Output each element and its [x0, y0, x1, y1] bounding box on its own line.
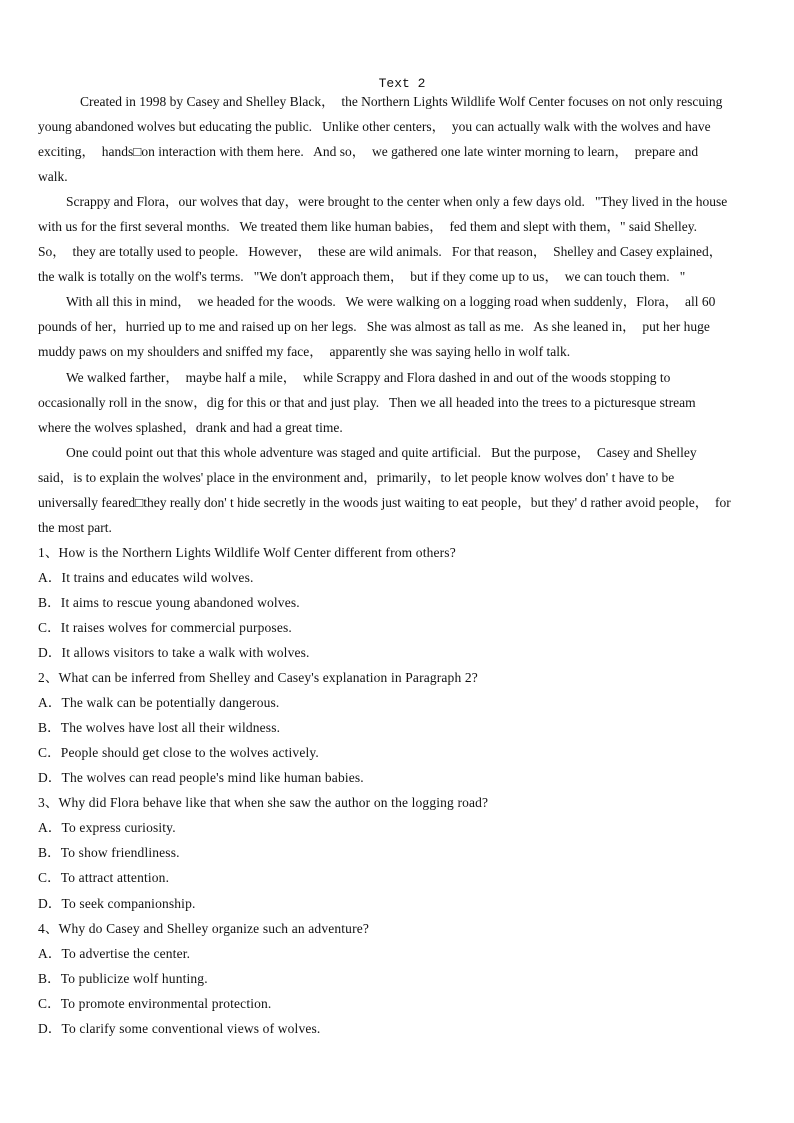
- answer-option: D．To seek companionship.: [38, 895, 196, 911]
- document-title: Text 2: [378, 76, 426, 91]
- answer-option: B．To publicize wolf hunting.: [38, 970, 208, 986]
- passage-line: occasionally roll in the snow，dig for this or that and just play. Then we all headed into the trees to a picturesque stream: [38, 394, 696, 410]
- answer-option: A．The walk can be potentially dangerous.: [38, 695, 280, 711]
- passage-line: muddy paws on my shoulders and sniffed my face， apparently she was saying hello in wolf talk.: [38, 344, 571, 360]
- answer-option: B．To show friendliness.: [38, 845, 180, 861]
- answer-option: A．To express curiosity.: [38, 820, 176, 836]
- answer-option: B．It aims to rescue young abandoned wolves.: [38, 594, 300, 610]
- answer-option: C．To promote environmental protection.: [38, 995, 272, 1011]
- answer-option: B．The wolves have lost all their wildness.: [38, 720, 281, 736]
- passage-line: pounds of her，hurried up to me and raised up on her legs. She was almost as tall as me. As she leaned in， put her huge: [38, 319, 710, 335]
- document-body: [38, 89, 768, 1041]
- question-stem: 2、What can be inferred from Shelley and Casey's explanation in Paragraph 2?: [38, 670, 478, 686]
- passage-line: One could point out that this whole adventure was staged and quite artificial. But the purpose， Casey and Shelley: [66, 444, 697, 460]
- answer-option: A．It trains and educates wild wolves.: [38, 569, 254, 585]
- passage-line: universally feared□they really don' t hide secretly in the woods just waiting to eat people，but they' d rather avoid people， for: [38, 494, 731, 510]
- passage-line: the walk is totally on the wolf's terms. "We don't approach them， but if they come up to us， we can touch them. ": [38, 269, 686, 285]
- passage-line: with us for the first several months. We treated them like human babies， fed them and slept with them，" said Shelley.: [38, 219, 698, 235]
- passage-line: exciting， hands□on interaction with them here. And so， we gathered one late winter morning to learn， prepare and: [38, 144, 699, 160]
- answer-option: C．People should get close to the wolves actively.: [38, 745, 319, 761]
- passage-line: Scrappy and Flora，our wolves that day，were brought to the center when only a few days old. "They lived in the house: [66, 194, 728, 210]
- answer-option: D．To clarify some conventional views of wolves.: [38, 1020, 321, 1036]
- answer-option: C．To attract attention.: [38, 870, 170, 886]
- passage-line: walk.: [38, 169, 68, 185]
- passage-line: We walked farther， maybe half a mile， while Scrappy and Flora dashed in and out of the woods stopping to: [66, 369, 671, 385]
- answer-option: C．It raises wolves for commercial purposes.: [38, 619, 292, 635]
- passage-line: the most part.: [38, 519, 112, 535]
- answer-option: A．To advertise the center.: [38, 945, 191, 961]
- passage-line: young abandoned wolves but educating the public. Unlike other centers， you can actually walk with the wolves and have: [38, 119, 711, 135]
- passage-line: Created in 1998 by Casey and Shelley Black， the Northern Lights Wildlife Wolf Center focuses on not only rescuing: [80, 94, 723, 109]
- passage-line: So， they are totally used to people. However， these are wild animals. For that reason， Shelley and Casey explained，: [38, 244, 723, 260]
- passage-line: With all this in mind， we headed for the woods. We were walking on a logging road when suddenly，Flora， all 60: [66, 294, 716, 310]
- passage-line: said，is to explain the wolves' place in the environment and，primarily，to let people know wolves don' t have to be: [38, 469, 675, 485]
- passage-line: where the wolves splashed，drank and had a great time.: [38, 419, 343, 435]
- question-stem: 3、Why did Flora behave like that when she saw the author on the logging road?: [38, 795, 489, 811]
- answer-option: D．It allows visitors to take a walk with wolves.: [38, 645, 310, 661]
- answer-option: D．The wolves can read people's mind like human babies.: [38, 770, 364, 786]
- question-stem: 4、Why do Casey and Shelley organize such an adventure?: [38, 920, 369, 936]
- question-stem: 1、How is the Northern Lights Wildlife Wolf Center different from others?: [38, 544, 456, 560]
